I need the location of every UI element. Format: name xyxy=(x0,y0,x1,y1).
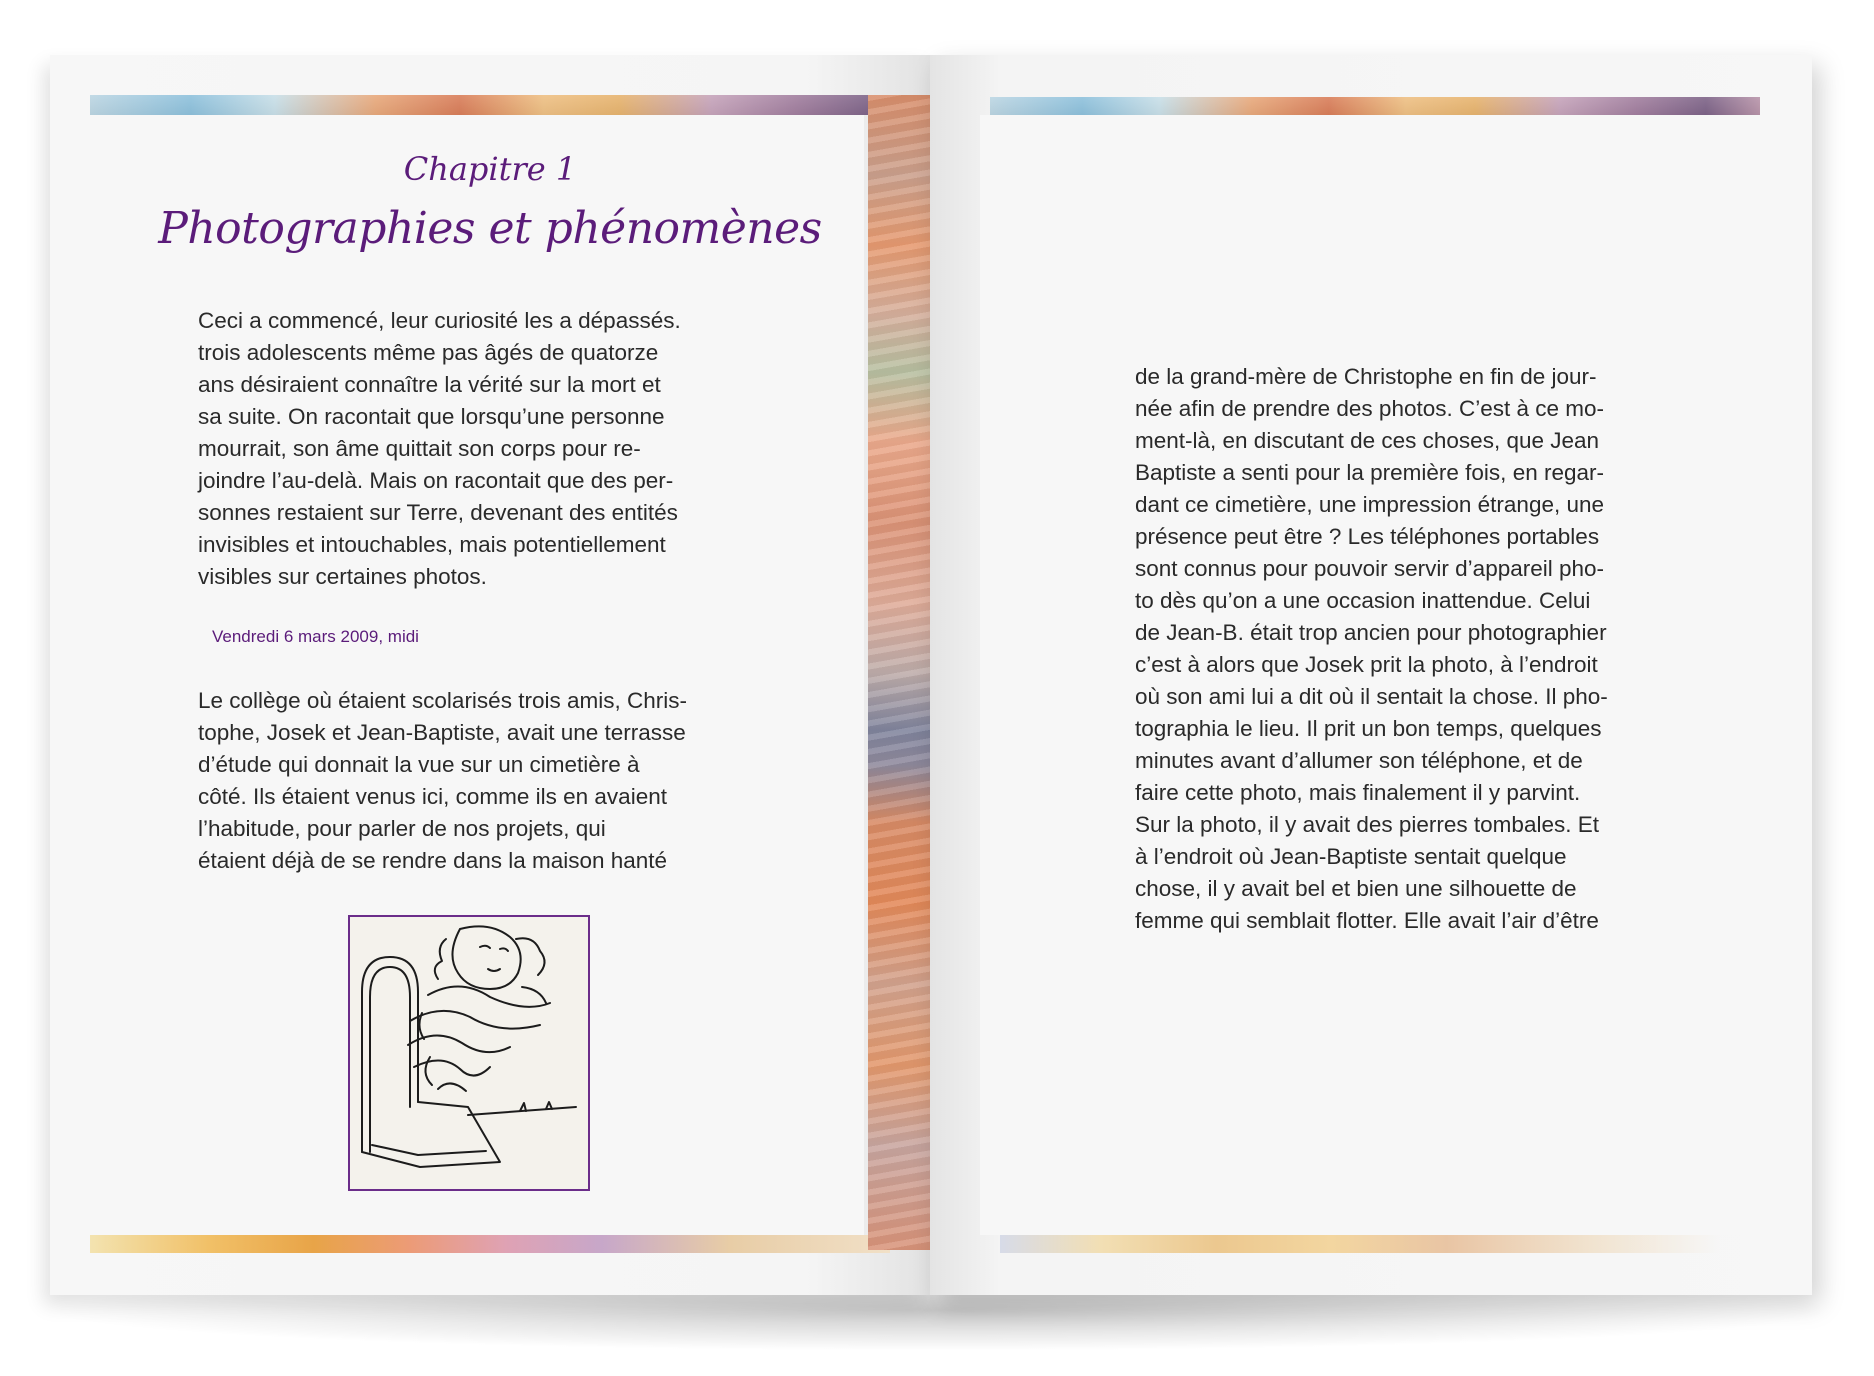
text-line: d’étude qui donnait la vue sur un cimetière à xyxy=(198,752,640,777)
text-line: côté. Ils étaient venus ici, comme ils en avaient xyxy=(198,784,667,809)
text-line: minutes avant d’allumer son téléphone, et de xyxy=(1135,748,1583,773)
watercolor-band-top-right xyxy=(990,97,1760,115)
text-line: présence peut être ? Les téléphones portables xyxy=(1135,524,1600,549)
text-line: à l’endroit où Jean-Baptiste sentait quelque xyxy=(1135,844,1567,869)
text-line: l’habitude, pour parler de nos projets, qui xyxy=(198,816,606,841)
text-line: Baptiste a senti pour la première fois, en regar- xyxy=(1135,460,1604,485)
text-line: joindre l’au-delà. Mais on racontait que des per- xyxy=(198,468,674,493)
watercolor-band-top-left xyxy=(90,95,930,115)
ghost-over-tombstone-icon xyxy=(350,917,588,1189)
watercolor-band-bottom-left xyxy=(90,1235,890,1253)
text-line: sa suite. On racontait que lorsqu’une personne xyxy=(198,404,665,429)
text-line: sonnes restaient sur Terre, devenant des entités xyxy=(198,500,678,525)
text-line: dant ce cimetière, une impression étrange, une xyxy=(1135,492,1605,517)
watercolor-band-bottom-right xyxy=(1000,1235,1720,1253)
text-line: Ceci a commencé, leur curiosité les a dépassés. xyxy=(198,308,681,333)
text-line: mourrait, son âme quittait son corps pour re- xyxy=(198,436,641,461)
text-line: née afin de prendre des photos. C’est à ce mo- xyxy=(1135,396,1605,421)
chapter-label: Chapitre 1 xyxy=(403,150,577,188)
text-line: de la grand-mère de Christophe en fin de jour- xyxy=(1135,364,1597,389)
date-heading: Vendredi 6 mars 2009, midi xyxy=(212,627,419,646)
text-line: tophe, Josek et Jean-Baptiste, avait une terrasse xyxy=(198,720,686,745)
text-line: Le collège où étaient scolarisés trois amis, Chris- xyxy=(198,688,687,713)
text-line: Sur la photo, il y avait des pierres tombales. Et xyxy=(1135,812,1599,837)
right-page xyxy=(930,55,1812,1295)
text-line: tographia le lieu. Il prit un bon temps, quelques xyxy=(1135,716,1602,741)
text-line: étaient déjà de se rendre dans la maison hanté xyxy=(198,848,668,873)
text-line: de Jean-B. était trop ancien pour photographier xyxy=(1135,620,1607,645)
text-line: ment-là, en discutant de ces choses, que Jean xyxy=(1135,428,1600,453)
intro-paragraph xyxy=(198,305,681,593)
text-line: to dès qu’on a une occasion inattendue. Celui xyxy=(1135,588,1591,613)
text-line: sont connus pour pouvoir servir d’appareil pho- xyxy=(1135,556,1605,581)
body-paragraph-right xyxy=(1135,361,1608,937)
text-line: ans désiraient connaître la vérité sur la mort et xyxy=(198,372,661,397)
text-line: c’est à alors que Josek prit la photo, à l’endroit xyxy=(1135,652,1598,677)
text-line: faire cette photo, mais finalement il y parvint. xyxy=(1135,780,1581,805)
text-line: où son ami lui a dit où il sentait la chose. Il pho- xyxy=(1135,684,1608,709)
ghost-illustration xyxy=(348,915,590,1191)
chapter-title: Photographies et phénomènes xyxy=(158,203,822,254)
text-line: femme qui semblait flotter. Elle avait l’air d’être xyxy=(1135,908,1599,933)
text-line: chose, il y avait bel et bien une silhouette de xyxy=(1135,876,1577,901)
text-line: visibles sur certaines photos. xyxy=(198,564,487,589)
body-paragraph-left xyxy=(198,685,687,877)
text-line: trois adolescents même pas âgés de quatorze xyxy=(198,340,659,365)
left-page xyxy=(50,55,930,1295)
text-line: invisibles et intouchables, mais potentiellement xyxy=(198,532,666,557)
